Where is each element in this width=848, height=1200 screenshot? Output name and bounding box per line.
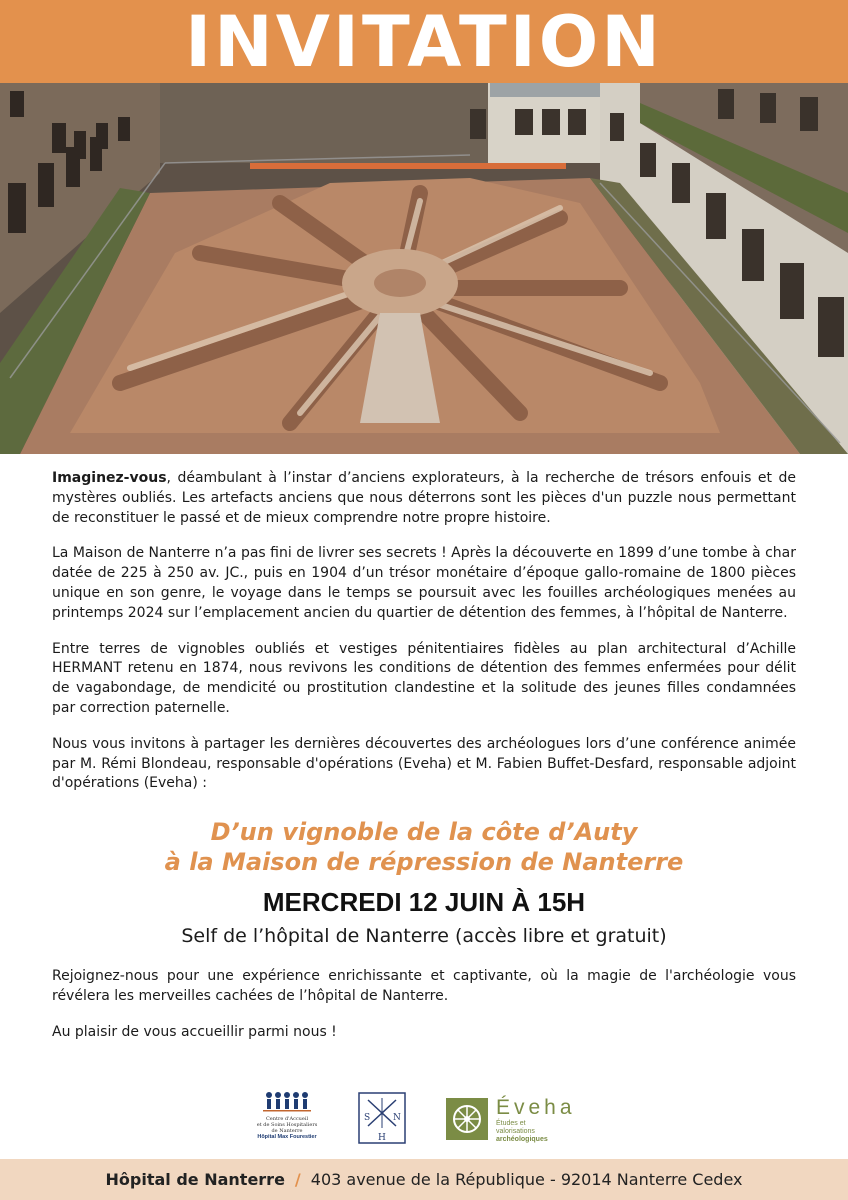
intro-lead: Imaginez-vous <box>52 470 167 486</box>
detention-paragraph: Entre terres de vignobles oubliés et vestiges pénitentiaires fidèles au plan architectural d’Achille HERMANT retenu en 1874, nous revivons les conditions de détention des femmes enfermées pour délit de vagabondage, de mendicité ou prostitution clandestine et la solitude des jeunes filles condamnées par correction paternelle. <box>52 640 796 716</box>
eveha-tagline <box>496 1120 548 1144</box>
shn-letter-s: S <box>364 1113 371 1123</box>
partner-logos <box>0 1090 848 1148</box>
closing-text <box>52 967 796 1058</box>
event-date: MERCREDI 12 JUIN À 15H <box>262 887 586 917</box>
history-paragraph: La Maison de Nanterre n’a pas fini de livrer ses secrets ! Après la découverte en 1899 d’une tombe à char datée de 225 à 250 av. JC., puis en 1904 d’un trésor monétaire d’époque gallo-romaine de 1800 pièces unique en son genre, le voyage dans le temps se poursuit avec les fouilles archéologiques menées au printemps 2024 sur l’emplacement ancien du quartier de détention des femmes, à l’hôpital de Nanterre. <box>52 545 796 621</box>
cash-org-line3: de Nanterre <box>271 1128 303 1134</box>
closing-paragraph: Rejoignez-nous pour une expérience enrichissante et captivante, où la magie de l'archéologie vous révélera les merveilles cachées de l’hôpital de Nanterre. <box>52 968 796 1004</box>
eveha-tag-line2: valorisations <box>496 1128 535 1135</box>
shn-letter-n: N <box>393 1113 401 1123</box>
eveha-name: Éveha <box>496 1096 576 1119</box>
conference-title <box>0 817 848 877</box>
cash-org-line2: et de Soins Hospitaliers <box>256 1122 318 1128</box>
eveha-badge <box>446 1098 488 1140</box>
conference-invite-paragraph: Nous vous invitons à partager les dernières découvertes des archéologues lors d’une conférence animée par M. Rémi Blondeau, responsable d'opérations (Eveha) et M. Fabien Buffet-Desfard, responsable adjoint d'opérations (Eveha) : <box>52 735 796 792</box>
invitation-body <box>52 469 796 810</box>
shn-letter-h: H <box>378 1133 386 1143</box>
cash-org-line1: Centre d'Accueil <box>265 1116 309 1122</box>
wheel-icon <box>446 1098 488 1140</box>
excavation-photo <box>0 83 848 454</box>
footer-separator: / <box>294 1170 301 1189</box>
cash-hospital-name: Hôpital Max Fourestier <box>257 1134 317 1140</box>
closing-greeting: Au plaisir de vous accueillir parmi nous ! <box>52 1023 337 1040</box>
footer-hospital-name: Hôpital de Nanterre <box>105 1170 285 1189</box>
intro-text: , déambulant à l’instar d’anciens explorateurs, à la recherche de trésors enfouis et de mystères oubliés. Les artefacts anciens que nous déterrons sont les pièces d'un puzzle nous permettant de reconstituer le passé et de mieux comprendre notre propre histoire. <box>52 470 796 526</box>
eveha-logo <box>446 1098 596 1142</box>
excavation-photo-illustration <box>0 83 848 454</box>
event-venue: Self de l’hôpital de Nanterre (accès libre et gratuit) <box>181 925 667 947</box>
eveha-tag-line1: Études et <box>496 1120 526 1127</box>
footer-address: 403 avenue de la République - 92014 Nanterre Cedex <box>310 1170 743 1189</box>
cash-nanterre-logo <box>249 1090 325 1142</box>
shn-emblem-icon <box>358 1092 406 1144</box>
header-banner <box>0 0 848 83</box>
shn-logo <box>358 1092 406 1144</box>
conference-title-line1: D’un vignoble de la côte d’Auty <box>210 818 638 846</box>
intro-paragraph <box>52 469 796 528</box>
people-icon <box>249 1090 325 1112</box>
eveha-tag-line3: archéologiques <box>496 1136 548 1143</box>
page-title: INVITATION <box>185 0 663 83</box>
footer-address-bar <box>0 1159 848 1200</box>
conference-title-line2: à la Maison de répression de Nanterre <box>164 848 684 876</box>
